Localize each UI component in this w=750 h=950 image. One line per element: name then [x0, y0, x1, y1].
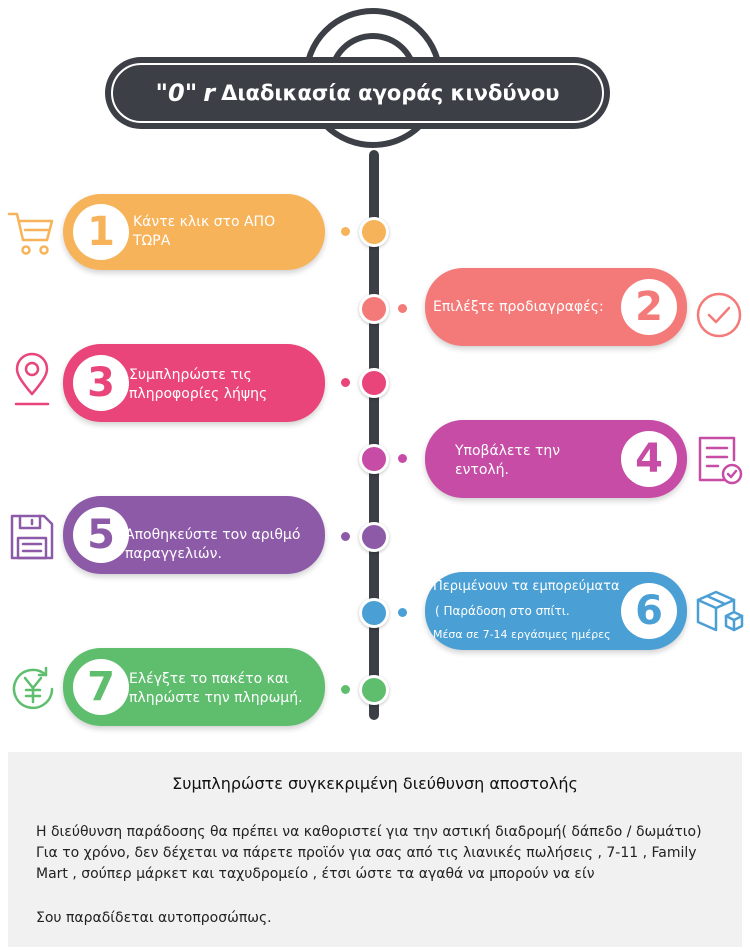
step-4-card	[425, 420, 687, 498]
step-7-node	[359, 675, 389, 705]
step-7-icon	[8, 664, 58, 714]
step-1-connector-dot	[341, 227, 350, 236]
step-6-node	[359, 598, 389, 628]
step-5-icon	[8, 512, 56, 562]
step-2-icon	[694, 290, 744, 340]
location-pin-icon	[10, 352, 54, 410]
shipping-info-paragraph: Η διεύθυνση παράδοσης θα πρέπει να καθοριστεί για την αστική διαδρομή( δάπεδο / δωμάτιο) Για το χρόνο, δεν δέχεται να πάρετε προϊόν για σας από τις λιανικές πωλήσεις , 7-11 , Family Mart , σούπερ μάρκετ και ταχυδρομείο , έτσι ώστε τα αγαθά να μπορούν να είν	[36, 824, 702, 882]
step-3-connector-dot	[341, 378, 350, 387]
step-2-card	[425, 268, 687, 346]
step-5-label: Αποθηκεύστε τον αριθμό παραγγελιών.	[125, 527, 301, 562]
step-2-label: Επιλέξτε προδιαγραφές:	[433, 299, 604, 315]
shopping-cart-icon	[6, 208, 56, 258]
title-banner	[105, 57, 610, 129]
step-3-icon	[10, 352, 54, 410]
step-7-number: 7	[73, 659, 129, 715]
step-4-connector-dot	[398, 454, 407, 463]
step-3-number: 3	[73, 355, 129, 411]
shipping-info-panel	[8, 752, 742, 947]
step-6-label: Περιμένουν τα εμπορεύματα	[433, 579, 620, 594]
step-6-card	[425, 572, 687, 650]
order-form-icon	[694, 434, 744, 488]
step-6-sub1: ( Παράδοση στο σπίτι.	[435, 604, 570, 618]
step-3-card	[63, 344, 325, 422]
step-1-card	[63, 194, 325, 270]
step-2-number: 2	[621, 279, 677, 335]
step-7-card	[63, 648, 325, 726]
step-6-sub2: Μέσα σε 7-14 εργάσιμες ημέρες	[433, 628, 611, 641]
step-2-node	[359, 294, 389, 324]
floppy-disk-icon	[8, 512, 56, 562]
step-4-node	[359, 444, 389, 474]
step-5-number: 5	[73, 507, 129, 563]
step-7-connector-dot	[341, 685, 350, 694]
shipping-info-note: Σου παραδίδεται αυτοπροσώπως.	[36, 910, 272, 926]
shipping-info-title: Συμπληρώστε συγκεκριμένη διεύθυνση αποστολής	[172, 774, 578, 793]
step-3-node	[359, 368, 389, 398]
step-5-card	[63, 496, 325, 574]
step-1-number: 1	[73, 204, 129, 260]
check-circle-icon	[694, 290, 744, 340]
step-5-node	[359, 522, 389, 552]
step-4-number: 4	[621, 431, 677, 487]
step-1-node	[359, 217, 389, 247]
step-7-label: Ελέγξτε το πακέτο και πληρώστε την πληρωμή.	[129, 671, 303, 706]
step-6-connector-dot	[398, 608, 407, 617]
step-1-icon	[6, 208, 56, 258]
step-2-connector-dot	[398, 304, 407, 313]
title-r: r	[203, 79, 216, 107]
step-3-label: Συμπληρώστε τις πληροφορίες λήψης	[129, 367, 268, 402]
page-title: Διαδικασία αγοράς κινδύνου	[221, 81, 560, 105]
title-mark: "0"	[155, 79, 198, 107]
step-4-label: Υποβάλετε την εντολή.	[455, 443, 561, 478]
step-6-icon	[694, 586, 746, 638]
step-1-label: Κάντε κλικ στο ΑΠΟ ΤΩΡΑ	[133, 214, 276, 249]
step-5-connector-dot	[341, 532, 350, 541]
package-box-icon	[694, 586, 746, 638]
step-6-number: 6	[621, 583, 677, 639]
step-4-icon	[694, 434, 744, 488]
yen-refresh-icon	[8, 664, 58, 714]
